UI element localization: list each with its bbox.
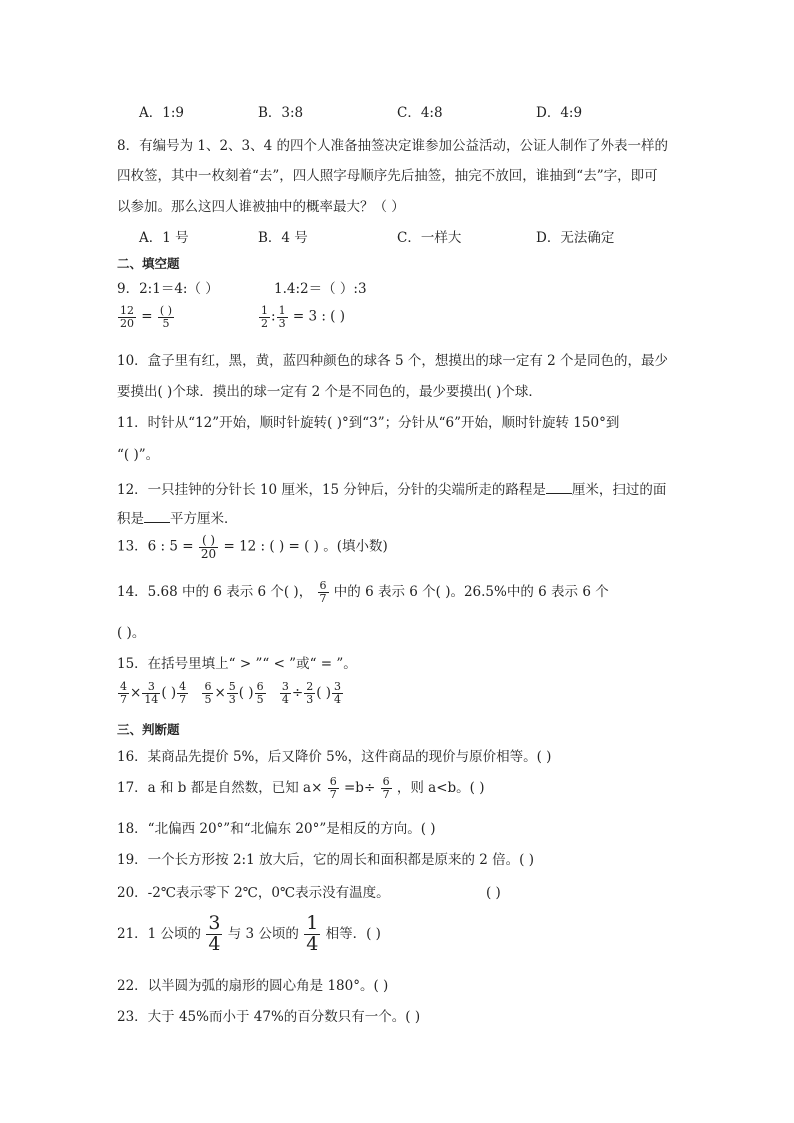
q17-fraction-1: $\frac{6}{7}$: [329, 775, 337, 801]
q20-paren: ( ): [486, 885, 501, 901]
q13-line: [117, 534, 388, 560]
q9-line-1b: 1.4:2＝（ ）:3: [274, 281, 367, 297]
q21-line: 21．1 公顷的 $\frac{3}{4}$ 与 3 公顷的 $\frac{1}{4}$ 相等．( ): [117, 912, 381, 955]
q8-line-2: 四枚签，其中一枚刻着“去”，四人照字母顺序先后抽签，抽完不放回，谁抽到“去”字，即可: [117, 168, 658, 184]
q10-line-2: 要摸出( )个球．摸出的球一定有 2 个是不同色的，最少要摸出( )个球．: [117, 384, 542, 400]
q14-part-2: 中的 6 表示 6 个( )。26.5%中的 6 表示 6 个: [333, 584, 609, 600]
q8-line-3: 以参加。那么这四人谁被抽中的概率最大？（ ）: [117, 199, 405, 215]
q12-line-1: 12．一只挂钟的分针长 10 厘米，15 分钟后，分针的尖端所走的路程是 厘米，扫过的面: [117, 479, 666, 499]
q21-fraction-1-4: $\frac{1}{4}$: [306, 912, 319, 955]
q14-part-1: 14．5.68 中的 6 表示 6 个( )，: [117, 584, 313, 600]
q11-line-2: “( )”。: [117, 447, 160, 463]
q20-line: 20．-2℃表示零下 2℃，0℃表示没有温度。: [117, 885, 390, 901]
q9-fraction-equation-2: [258, 305, 345, 329]
q15-expression-2: $\frac{6}{5}$ × $\frac{5}{3}$ ( ) $\frac{6}{5}$: [204, 680, 264, 706]
q7-option-d: D．4:9: [536, 105, 583, 121]
q9-fraction-equation-1: [117, 305, 175, 329]
q9-line-1a: 9．2:1＝4:（ ）: [117, 281, 219, 297]
q16-line: 16．某商品先提价 5%，后又降价 5%，这件商品的现价与原价相等。( ): [117, 749, 552, 765]
q14-line-1: [117, 580, 609, 605]
q7-option-c: C．4:8: [397, 105, 443, 121]
q21-fraction-3-4: $\frac{3}{4}$: [208, 912, 221, 955]
q10-line-1: 10．盒子里有红，黑，黄，蓝四种颜色的球各 5 个，想摸出的球一定有 2 个是同色的，最少: [117, 353, 669, 369]
q12-line-2: 积是 平方厘米．: [117, 508, 238, 528]
q8-option-b: B．4 号: [258, 230, 308, 246]
q9-fraction-12-20: $\frac{12}{20}$: [120, 304, 134, 330]
q15-expressions: [117, 681, 344, 705]
q22-line: 22．以半圆为弧的扇形的圆心角是 180°。( ): [117, 978, 389, 994]
q14-fraction-6-7: $\frac{6}{7}$: [319, 579, 327, 605]
q7-option-b: B．3:8: [258, 105, 304, 121]
q14-line-2: ( )。: [117, 625, 146, 641]
q7-option-a: A．1:9: [139, 105, 184, 121]
q18-line: 18．“北偏西 20°”和“北偏东 20°”是相反的方向。( ): [117, 821, 436, 837]
q9-fraction-1-2: $\frac{1}{2}$: [261, 304, 268, 330]
q9-ratio-tail: = 3 : ( ): [292, 308, 346, 325]
q8-option-d: D．无法确定: [536, 230, 615, 246]
q15-expression-1: $\frac{4}{7}$ × $\frac{3}{14}$ ( ) $\frac{4}{7}$: [120, 680, 187, 706]
q17-fraction-2: $\frac{6}{7}$: [382, 775, 390, 801]
q8-line-1: 8．有编号为 1、2、3、4 的四个人准备抽签决定谁参加公益活动，公证人制作了外表一样的: [117, 138, 669, 154]
q15-expression-3: $\frac{3}{4}$ ÷ $\frac{2}{3}$ ( ) $\frac{3}{4}$: [281, 680, 342, 706]
q17-line: 17．a 和 b 都是自然数，已知 a× $\frac{6}{7}$ =b÷ $\frac{6}{7}$ ，则 a<b。( ): [117, 775, 485, 801]
q9-equals: =: [141, 308, 153, 325]
section-heading-fill-blank: 二、填空题: [117, 256, 180, 271]
q8-option-a: A．1 号: [139, 230, 189, 246]
q12-blank-1: [546, 479, 572, 494]
q13-tail: = 12 : ( ) = ( ) 。(填小数): [223, 538, 388, 555]
q13-prefix: 13．6 : 5 =: [117, 538, 194, 555]
q8-option-c: C．一样大: [397, 230, 462, 246]
q9-fraction-blank-5: $\frac{( )}{5}$: [159, 304, 172, 330]
q12-blank-2: [144, 508, 170, 523]
q13-fraction: $\frac{( )}{20}$: [200, 533, 217, 561]
q19-line: 19．一个长方形按 2:1 放大后，它的周长和面积都是原来的 2 倍。( ): [117, 852, 534, 868]
q11-line-1: 11．时针从“12”开始，顺时针旋转( )°到“3”；分针从“6”开始，顺时针旋转 150°到: [117, 415, 620, 431]
q23-line: 23．大于 45%而小于 47%的百分数只有一个。( ): [117, 1009, 421, 1025]
section-heading-true-false: 三、判断题: [117, 722, 180, 737]
q9-fraction-1-3: $\frac{1}{3}$: [278, 304, 286, 330]
q15-line-1: 15．在括号里填上“ > ”“ < ”或“ = ”。: [117, 656, 357, 672]
q9-colon: :: [271, 308, 276, 325]
